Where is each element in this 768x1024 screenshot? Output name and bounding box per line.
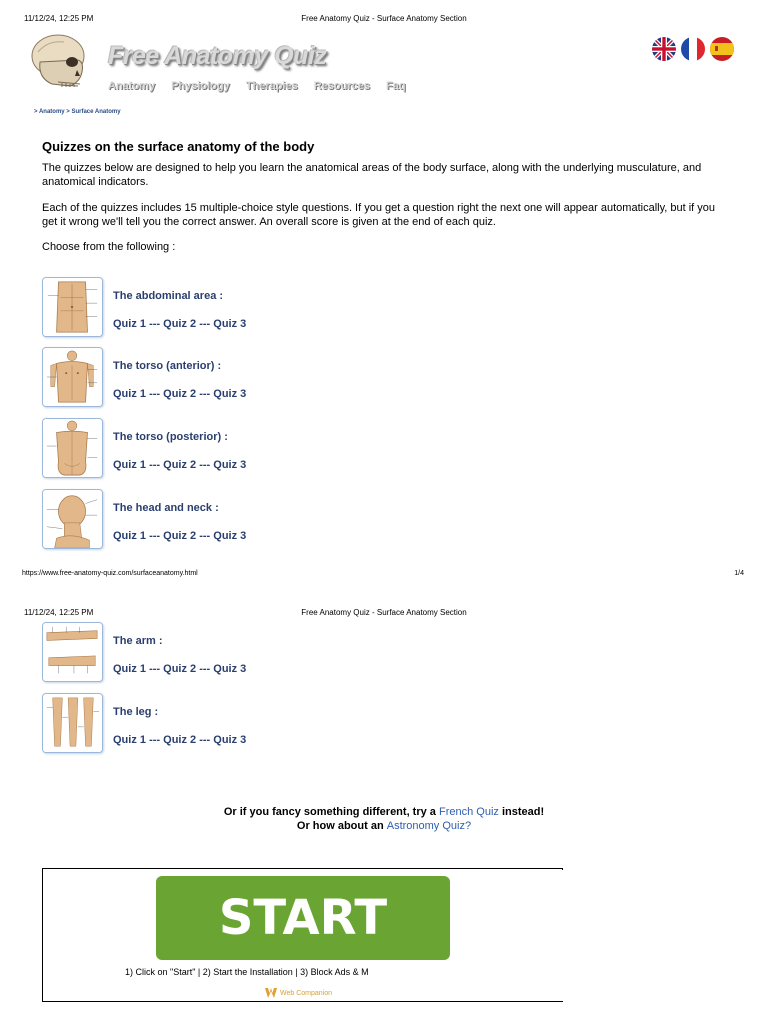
print-header-page1	[0, 14, 768, 28]
ad-start-button[interactable]: START	[156, 876, 450, 960]
web-companion-label: Web Companion	[280, 989, 333, 997]
quiz-1-link[interactable]: Quiz 1	[113, 734, 147, 746]
leg-thumbnail[interactable]	[42, 693, 103, 753]
abdominal-thumbnail[interactable]	[42, 277, 103, 337]
quiz-3-link[interactable]: Quiz 3	[213, 734, 247, 746]
intro-paragraph-2: Each of the quizzes includes 15 multiple-choice style questions. If you get a question right the next one will appear automatically, but if you get it wrong we'll tell you the correct answer. An overall score is given at the end of each quiz.	[42, 202, 716, 228]
nav-anatomy[interactable]: Anatomy	[108, 80, 156, 92]
quiz-1-link[interactable]: Quiz 1	[113, 530, 147, 542]
french-quiz-link[interactable]: French Quiz	[438, 806, 499, 818]
quiz-1-link[interactable]: Quiz 1	[113, 388, 147, 400]
french-quiz-prefix: Or if you fancy something different, try a	[223, 806, 436, 818]
quiz-2-link[interactable]: Quiz 2	[163, 530, 197, 542]
torso-posterior-thumbnail[interactable]	[42, 418, 103, 478]
page-title: Quizzes on the surface anatomy of the body	[42, 139, 315, 154]
skull-logo[interactable]	[28, 32, 92, 92]
quiz-links	[113, 530, 246, 542]
quiz-title: The arm :	[113, 635, 163, 647]
france-flag-icon[interactable]	[681, 37, 705, 61]
nav-faq[interactable]: Faq	[385, 80, 406, 92]
quiz-3-link[interactable]: Quiz 3	[213, 388, 247, 400]
quiz-2-link[interactable]: Quiz 2	[163, 388, 197, 400]
quiz-2-link[interactable]: Quiz 2	[163, 459, 197, 471]
print-footer-page-number: 1/4	[734, 570, 744, 577]
quiz-2-link[interactable]: Quiz 2	[163, 734, 197, 746]
astronomy-quiz-link[interactable]: Astronomy Quiz?	[386, 820, 472, 832]
head-neck-thumbnail[interactable]	[42, 489, 103, 549]
print-footer-url: https://www.free-anatomy-quiz.com/surfaceanatomy.html	[22, 570, 198, 577]
print-footer-page1	[0, 570, 768, 582]
print-header-time: 11/12/24, 12:25 PM	[24, 14, 94, 23]
nav-therapies[interactable]: Therapies	[245, 80, 298, 92]
astronomy-quiz-line	[0, 820, 768, 832]
quiz-links	[113, 663, 246, 675]
ad-border-edge	[562, 868, 563, 870]
ad-steps-text: 1) Click on "Start" | 2) Start the Installation | 3) Block Ads & M	[125, 967, 369, 977]
intro-paragraph-1: The quizzes below are designed to help you learn the anatomical areas of the body surface, along with the underlying musculature, and anatomical indicators.	[42, 162, 702, 188]
separator: ---	[199, 388, 211, 400]
quiz-3-link[interactable]: Quiz 3	[213, 318, 247, 330]
web-companion-icon	[265, 988, 277, 998]
web-companion-brand	[265, 988, 332, 998]
quiz-1-link[interactable]: Quiz 1	[113, 663, 147, 675]
quiz-title: The leg :	[113, 706, 159, 718]
nav-resources[interactable]: Resources	[313, 80, 370, 92]
quiz-2-link[interactable]: Quiz 2	[163, 318, 197, 330]
quiz-3-link[interactable]: Quiz 3	[213, 663, 247, 675]
separator: ---	[199, 318, 211, 330]
arm-thumbnail[interactable]	[42, 622, 103, 682]
separator: ---	[199, 734, 211, 746]
separator: ---	[199, 663, 211, 675]
french-quiz-suffix: instead!	[501, 806, 545, 818]
choose-text: Choose from the following :	[42, 241, 176, 253]
quiz-title: The torso (anterior) :	[113, 360, 222, 372]
quiz-1-link[interactable]: Quiz 1	[113, 318, 147, 330]
nav-physiology[interactable]: Physiology	[171, 80, 230, 92]
print-header-page2	[0, 608, 768, 622]
language-flags	[652, 37, 734, 61]
print-header-title: Free Anatomy Quiz - Surface Anatomy Section	[301, 14, 467, 23]
quiz-links	[113, 459, 246, 471]
torso-anterior-thumbnail[interactable]	[42, 347, 103, 407]
ad-clip-mask	[452, 957, 563, 1002]
quiz-title: The head and neck :	[113, 502, 219, 514]
quiz-3-link[interactable]: Quiz 3	[213, 530, 247, 542]
separator: ---	[149, 388, 161, 400]
main-nav	[108, 80, 406, 92]
uk-flag-icon[interactable]	[652, 37, 676, 61]
quiz-links	[113, 388, 246, 400]
separator: ---	[149, 734, 161, 746]
separator: ---	[149, 459, 161, 471]
quiz-title: The torso (posterior) :	[113, 431, 228, 443]
separator: ---	[149, 530, 161, 542]
astronomy-quiz-prefix: Or how about an	[296, 820, 384, 832]
site-title[interactable]: Free Anatomy Quiz	[108, 42, 327, 70]
print-header-time: 11/12/24, 12:25 PM	[24, 608, 94, 617]
quiz-3-link[interactable]: Quiz 3	[213, 459, 247, 471]
quiz-title: The abdominal area :	[113, 290, 224, 302]
quiz-links	[113, 734, 246, 746]
separator: ---	[149, 663, 161, 675]
print-header-title: Free Anatomy Quiz - Surface Anatomy Section	[301, 608, 467, 617]
separator: ---	[149, 318, 161, 330]
separator: ---	[199, 459, 211, 471]
spain-flag-icon[interactable]	[710, 37, 734, 61]
quiz-1-link[interactable]: Quiz 1	[113, 459, 147, 471]
quiz-2-link[interactable]: Quiz 2	[163, 663, 197, 675]
breadcrumb[interactable]: > Anatomy > Surface Anatomy	[34, 109, 121, 115]
quiz-links	[113, 318, 246, 330]
advertisement-banner[interactable]	[42, 868, 563, 1002]
french-quiz-line	[0, 806, 768, 818]
separator: ---	[199, 530, 211, 542]
